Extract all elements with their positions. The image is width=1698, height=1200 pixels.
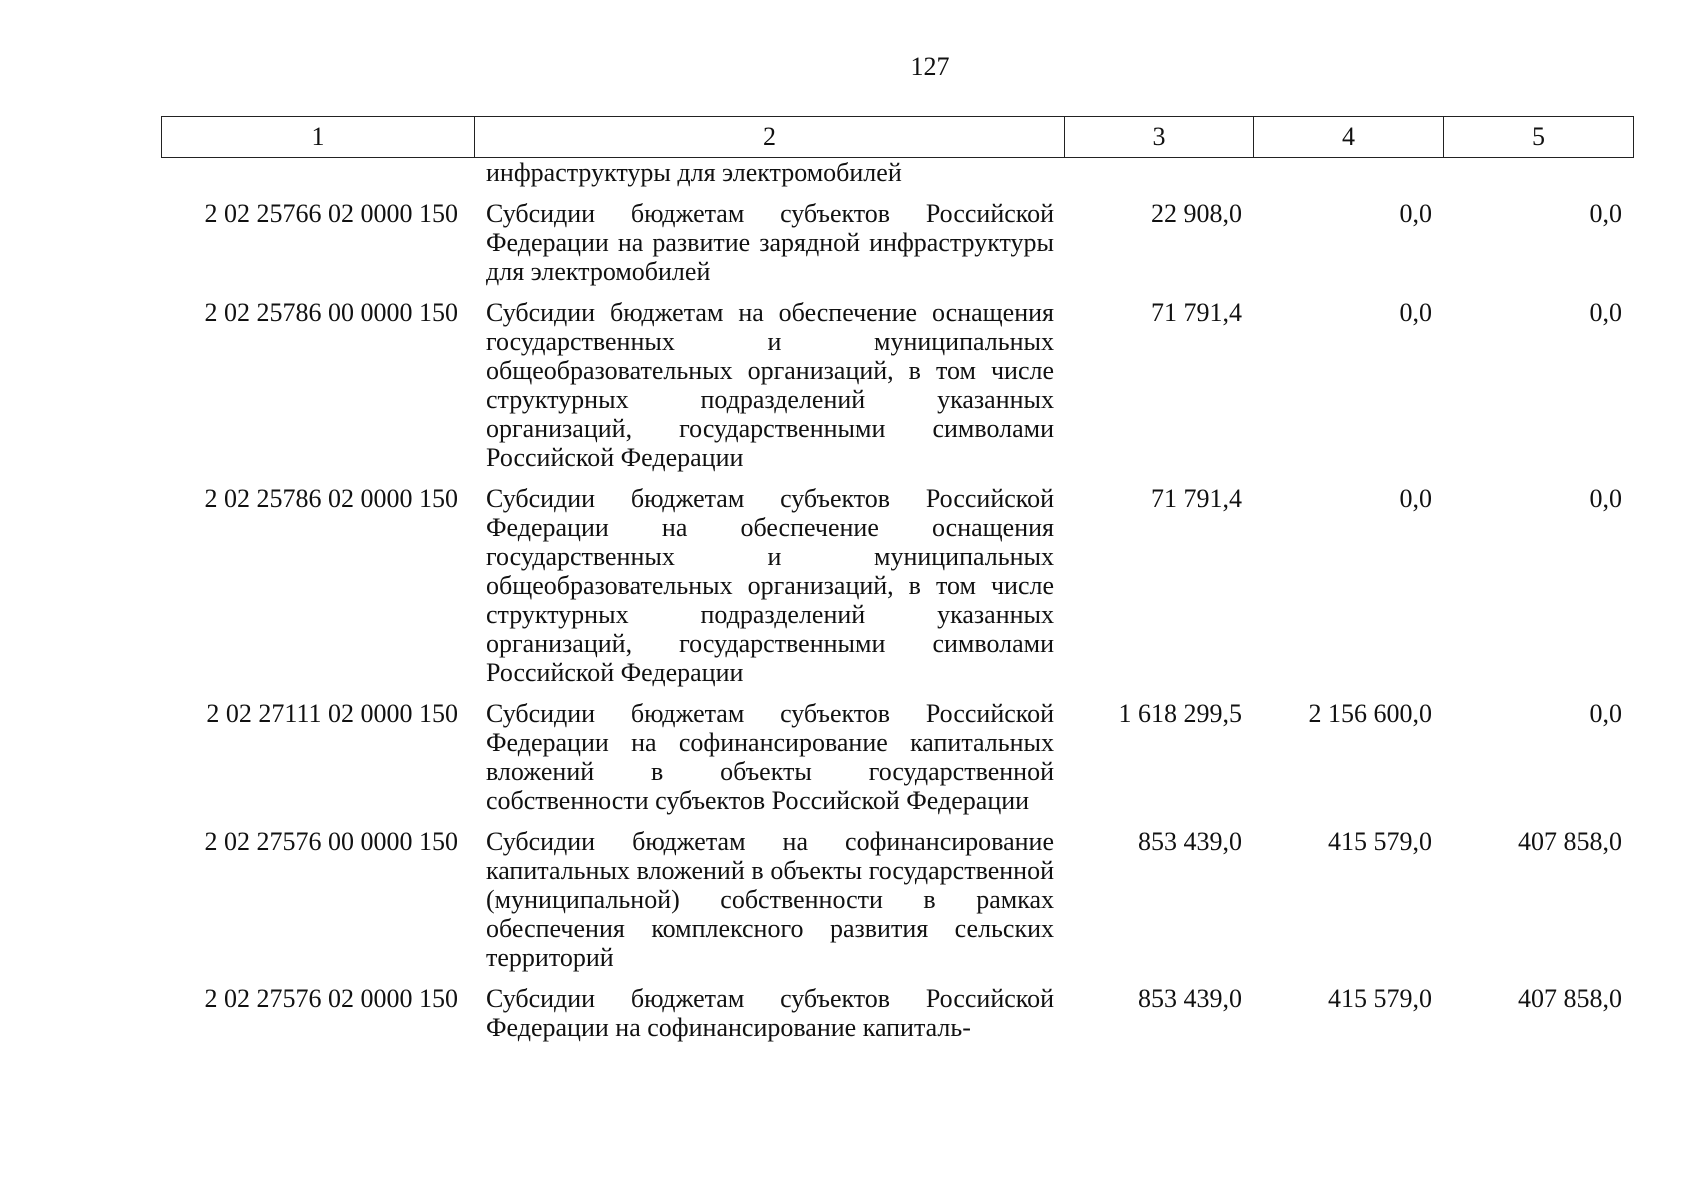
budget-code: 2 02 25786 02 0000 150 — [204, 484, 458, 513]
budget-code: 2 02 27111 02 0000 150 — [206, 699, 458, 728]
value-col-5: 0,0 — [1589, 484, 1622, 513]
budget-code: 2 02 27576 00 0000 150 — [204, 827, 458, 856]
header-col-2: 2 — [475, 117, 1065, 158]
value-col-5: 0,0 — [1589, 699, 1622, 728]
value-col-4: 0,0 — [1399, 199, 1432, 228]
value-col-5: 407 858,0 — [1518, 827, 1622, 856]
header-col-5: 5 — [1444, 117, 1634, 158]
budget-table — [161, 158, 1633, 1042]
value-col-3: 853 439,0 — [1138, 984, 1242, 1013]
table-row — [161, 298, 1633, 484]
header-col-4: 4 — [1254, 117, 1444, 158]
budget-description: Субсидии бюджетам на софинансирование капитальных вложений в объекты государственной (муниципальной) собственности в рамках обеспечения комплексного развития сельских территорий — [486, 827, 1054, 972]
continuation-text: инфраструктуры для электромобилей — [486, 158, 902, 187]
table-row-continuation — [161, 158, 1633, 199]
table-header — [161, 116, 1634, 158]
budget-code: 2 02 25766 02 0000 150 — [204, 199, 458, 228]
value-col-3: 853 439,0 — [1138, 827, 1242, 856]
value-col-4: 2 156 600,0 — [1308, 699, 1432, 728]
budget-description: Субсидии бюджетам субъектов Российской Федерации на обеспечение оснащения государственных и муниципальных общеобразовательных организаций, в том числе структурных подразделений указанных организаций, государственными символами Российской Федерации — [486, 484, 1054, 687]
budget-code: 2 02 27576 02 0000 150 — [204, 984, 458, 1013]
budget-description: Субсидии бюджетам субъектов Российской Федерации на развитие зарядной инфраструктуры для электромобилей — [486, 199, 1054, 286]
value-col-4: 415 579,0 — [1328, 984, 1432, 1013]
header-col-1: 1 — [162, 117, 475, 158]
value-col-4: 415 579,0 — [1328, 827, 1432, 856]
header-col-3: 3 — [1065, 117, 1254, 158]
value-col-3: 1 618 299,5 — [1118, 699, 1242, 728]
value-col-4: 0,0 — [1399, 484, 1432, 513]
table-row — [161, 984, 1633, 1042]
budget-description: Субсидии бюджетам на обеспечение оснащения государственных и муниципальных общеобразовательных организаций, в том числе структурных подразделений указанных организаций, государственными символами Российской Федерации — [486, 298, 1054, 472]
page-number: 127 — [910, 52, 950, 81]
budget-description: Субсидии бюджетам субъектов Российской Федерации на софинансирование капитальных вложений в объекты государственной собственности субъектов Российской Федерации — [486, 699, 1054, 815]
table-row — [161, 827, 1633, 984]
table-row — [161, 199, 1633, 298]
value-col-3: 71 791,4 — [1151, 298, 1242, 327]
value-col-4: 0,0 — [1399, 298, 1432, 327]
value-col-5: 407 858,0 — [1518, 984, 1622, 1013]
budget-code: 2 02 25786 00 0000 150 — [204, 298, 458, 327]
value-col-3: 22 908,0 — [1151, 199, 1242, 228]
value-col-3: 71 791,4 — [1151, 484, 1242, 513]
value-col-5: 0,0 — [1589, 199, 1622, 228]
table-row — [161, 699, 1633, 827]
value-col-5: 0,0 — [1589, 298, 1622, 327]
budget-description: Субсидии бюджетам субъектов Российской Федерации на софинансирование капиталь- — [486, 984, 1054, 1042]
table-row — [161, 484, 1633, 699]
